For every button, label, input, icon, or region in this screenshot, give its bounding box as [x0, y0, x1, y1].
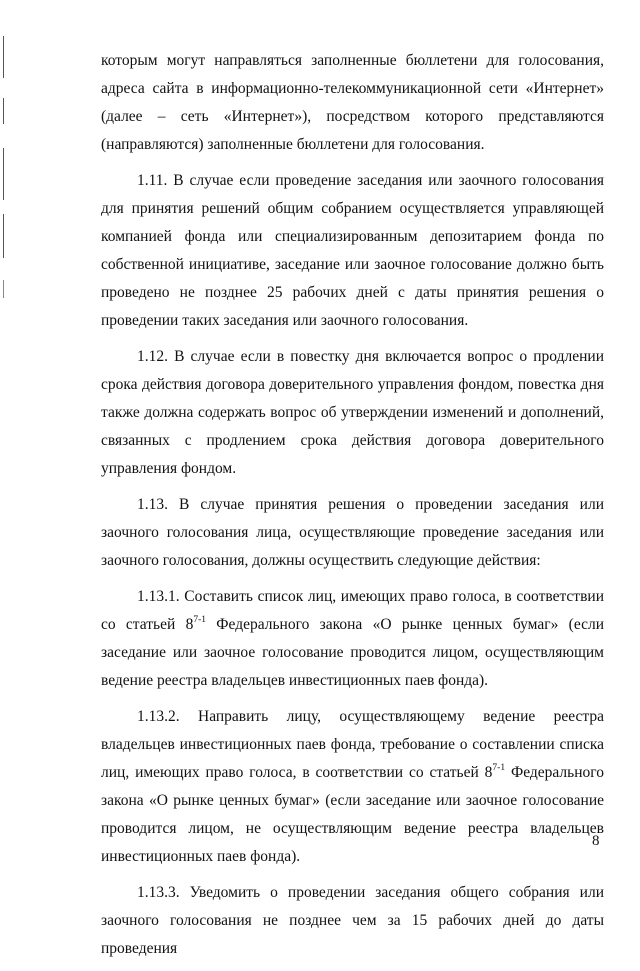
scan-edge-mark [3, 214, 4, 258]
paragraph-1-13-1 [101, 583, 604, 695]
paragraph-1-13-2-text-start: 1.13.2. Направить лицу, осуществляющему ведение реестра владельцев инвестиционных паев фонда, требование о составлении списка лиц, имеющих право голоса, в соответствии со статьей 8 [101, 708, 604, 781]
document-page [101, 47, 604, 971]
paragraph-1-13-2-text-end: Федерального закона «О рынке ценных бумаг» (если заседание или заочное голосование проводится лицом, не осуществляющим ведение реестра владельцев инвестиционных паев фонда). [101, 764, 604, 865]
paragraph-1-13-3: 1.13.3. Уведомить о проведении заседания общего собрания или заочного голосования не позднее чем за 15 рабочих дней до даты проведения [101, 884, 604, 957]
article-superscript: 7-1 [492, 763, 506, 773]
paragraph-1-13-1-text-start: 1.13.1. Составить список лиц, имеющих право голоса, в соответствии со статьей 8 [101, 588, 604, 633]
paragraph-1-13: 1.13. В случае принятия решения о проведении заседания или заочного голосования лица, осуществляющие проведение заседания или заочного голосования, должны осуществить следующие действия: [101, 496, 604, 569]
paragraph-1-13-2 [101, 703, 604, 871]
scan-edge-mark [3, 280, 4, 298]
paragraph-1-13-1-text-end: Федерального закона «О рынке ценных бумаг» (если заседание или заочное голосование проводится лицом, осуществляющим ведение реестра владельцев инвестиционных паев фонда). [101, 616, 605, 689]
article-superscript: 7-1 [193, 615, 206, 625]
scan-edge-mark [3, 148, 4, 200]
scan-edge-mark [3, 98, 4, 124]
page-number: 8 [592, 833, 600, 849]
scan-edge-mark [3, 36, 4, 78]
paragraph-1-12: 1.12. В случае если в повестку дня включается вопрос о продлении срока действия договора доверительного управления фондом, повестка дня также должна содержать вопрос об утверждении изменений и дополнений, связанных с продлением срока действия договора доверительного управления фондом. [101, 348, 604, 477]
paragraph-1-11: 1.11. В случае если проведение заседания или заочного голосования для принятия решений общим собранием осуществляется управляющей компанией фонда или специализированным депозитарием фонда по собственной инициативе, заседание или заочное голосование должно быть проведено не позднее 25 рабочих дней с даты принятия решения о проведении таких заседания или заочного голосования. [101, 172, 604, 329]
paragraph-continuation: которым могут направляться заполненные бюллетени для голосования, адреса сайта в информационно-телекоммуникационной сети «Интернет» (далее – сеть «Интернет»), посредством которого представляются (направляются) заполненные бюллетени для голосования. [101, 52, 604, 153]
